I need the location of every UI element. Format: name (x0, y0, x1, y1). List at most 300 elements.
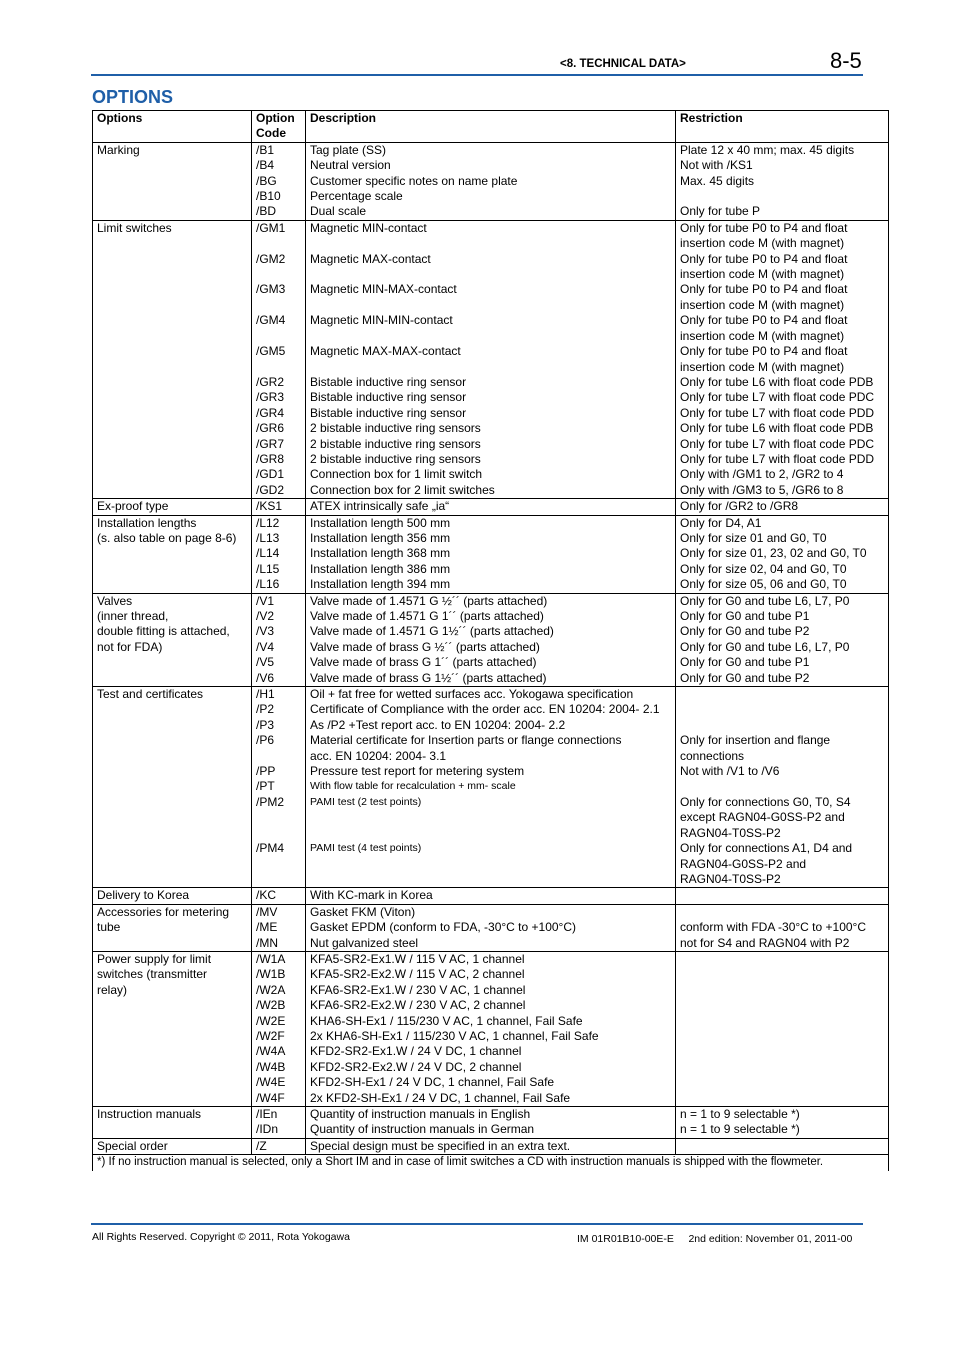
cell-description: Valve made of 1.4571 G ½´´ (parts attached) (306, 593, 676, 609)
cell-restriction (676, 189, 889, 204)
table-row (93, 1075, 889, 1090)
cell-code: /GM4 (252, 313, 306, 328)
table-row (93, 375, 889, 390)
cell-description: Connection box for 1 limit switch (306, 467, 676, 482)
cell-code: /V1 (252, 593, 306, 609)
cell-code: /GM2 (252, 252, 306, 267)
cell-option: Installation lengths (93, 515, 252, 531)
cell-restriction: RAGN04-T0SS-P2 (676, 872, 889, 888)
cell-restriction: Only for connections G0, T0, S4 (676, 795, 889, 810)
cell-description: KFA6-SR2-Ex2.W / 230 V AC, 2 channel (306, 998, 676, 1013)
cell-option (93, 406, 252, 421)
cell-restriction (676, 983, 889, 998)
cell-description: KFA5-SR2-Ex1.W / 115 V AC, 1 channel (306, 951, 676, 967)
cell-option (93, 236, 252, 251)
table-row (93, 329, 889, 344)
cell-option (93, 298, 252, 313)
cell-option: Delivery to Korea (93, 888, 252, 904)
cell-option (93, 841, 252, 856)
page-number: 8-5 (830, 48, 862, 73)
cell-description: Installation length 386 mm (306, 562, 676, 577)
cell-description: Installation length 356 mm (306, 531, 676, 546)
header-options: Options (93, 111, 252, 143)
table-row (93, 624, 889, 639)
cell-option (93, 998, 252, 1013)
table-row (93, 764, 889, 779)
cell-code: /P3 (252, 718, 306, 733)
cell-code: /PM2 (252, 795, 306, 810)
table-row (93, 1107, 889, 1123)
cell-option: relay) (93, 983, 252, 998)
table-row (93, 687, 889, 703)
cell-restriction: conform with FDA -30°C to +100°C (676, 920, 889, 935)
cell-description: Valve made of 1.4571 G 1´´ (parts attached) (306, 609, 676, 624)
cell-description: KFA6-SR2-Ex1.W / 230 V AC, 1 channel (306, 983, 676, 998)
cell-restriction (676, 718, 889, 733)
cell-restriction (676, 998, 889, 1013)
table-row (93, 562, 889, 577)
cell-option (93, 437, 252, 452)
cell-option (93, 204, 252, 220)
cell-option (93, 174, 252, 189)
cell-restriction: Only for G0 and tube L6, L7, P0 (676, 593, 889, 609)
cell-restriction: Plate 12 x 40 mm; max. 45 digits (676, 142, 889, 158)
table-row (93, 189, 889, 204)
table-row (93, 1044, 889, 1059)
table-row (93, 142, 889, 158)
table-row (93, 360, 889, 375)
cell-code: /GD2 (252, 483, 306, 499)
cell-description: Gasket EPDM (conform to FDA, -30°C to +100°C) (306, 920, 676, 935)
cell-code: /W1A (252, 951, 306, 967)
cell-description: Dual scale (306, 204, 676, 220)
cell-code: /IDn (252, 1122, 306, 1138)
cell-description: Bistable inductive ring sensor (306, 390, 676, 405)
cell-option (93, 936, 252, 952)
cell-code (252, 298, 306, 313)
table-row (93, 795, 889, 810)
cell-option (93, 252, 252, 267)
table-header-row (93, 111, 889, 143)
cell-option: double fitting is attached, (93, 624, 252, 639)
cell-description: KFA5-SR2-Ex2.W / 115 V AC, 2 channel (306, 967, 676, 982)
cell-restriction: Only for tube L6 with float code PDB (676, 421, 889, 436)
cell-option: Instruction manuals (93, 1107, 252, 1123)
cell-restriction (676, 1029, 889, 1044)
cell-option (93, 329, 252, 344)
table-body (93, 142, 889, 1154)
cell-description: Percentage scale (306, 189, 676, 204)
cell-restriction (676, 687, 889, 703)
cell-option (93, 282, 252, 297)
cell-option (93, 702, 252, 717)
cell-restriction: Only for G0 and tube P1 (676, 609, 889, 624)
footnote-row (93, 1155, 889, 1171)
cell-description: As /P2 +Test report acc. to EN 10204: 2004- 2.2 (306, 718, 676, 733)
cell-description: Magnetic MIN-MAX-contact (306, 282, 676, 297)
cell-option (93, 546, 252, 561)
table-row (93, 252, 889, 267)
table-row (93, 872, 889, 888)
table-row (93, 749, 889, 764)
cell-code: /GM5 (252, 344, 306, 359)
cell-code: /GM3 (252, 282, 306, 297)
cell-description: Nut galvanized steel (306, 936, 676, 952)
table-row (93, 733, 889, 748)
table-row (93, 236, 889, 251)
cell-restriction: Only for size 01, 23, 02 and G0, T0 (676, 546, 889, 561)
table-row (93, 390, 889, 405)
cell-description: Gasket FKM (Viton) (306, 904, 676, 920)
cell-option (93, 1060, 252, 1075)
cell-code: /H1 (252, 687, 306, 703)
cell-description: Valve made of brass G 1´´ (parts attached) (306, 655, 676, 670)
table-row (93, 888, 889, 904)
cell-code: /BG (252, 174, 306, 189)
cell-code: /MV (252, 904, 306, 920)
cell-option (93, 452, 252, 467)
cell-description (306, 826, 676, 841)
cell-restriction: Only for tube P0 to P4 and float (676, 282, 889, 297)
cell-restriction: connections (676, 749, 889, 764)
table-row (93, 640, 889, 655)
cell-restriction: Only for tube L7 with float code PDD (676, 452, 889, 467)
cell-description: 2x KFD2-SH-Ex1 / 24 V DC, 1 channel, Fail Safe (306, 1091, 676, 1107)
table-row (93, 779, 889, 794)
table-row (93, 204, 889, 220)
cell-option: Valves (93, 593, 252, 609)
cell-restriction: Not with /V1 to /V6 (676, 764, 889, 779)
cell-description: Quantity of instruction manuals in English (306, 1107, 676, 1123)
cell-code: /P6 (252, 733, 306, 748)
cell-restriction: Only for tube P0 to P4 and float (676, 313, 889, 328)
cell-code: /GD1 (252, 467, 306, 482)
cell-restriction: insertion code M (with magnet) (676, 298, 889, 313)
header-restriction: Restriction (676, 111, 889, 143)
cell-code: /GR7 (252, 437, 306, 452)
cell-code (252, 360, 306, 375)
cell-code: /W4A (252, 1044, 306, 1059)
cell-code (252, 872, 306, 888)
cell-option: tube (93, 920, 252, 935)
footnote: *) If no instruction manual is selected, only a Short IM and in case of limit switches a CD with instruction manuals is shipped with the flowmeter. (93, 1155, 889, 1171)
table-row (93, 421, 889, 436)
cell-code: /B1 (252, 142, 306, 158)
cell-option (93, 671, 252, 687)
cell-option: Accessories for metering (93, 904, 252, 920)
cell-option (93, 795, 252, 810)
cell-description: Valve made of 1.4571 G 1½´´ (parts attached) (306, 624, 676, 639)
cell-code: /P2 (252, 702, 306, 717)
header-option-code: Option Code (252, 111, 306, 143)
cell-code (252, 749, 306, 764)
cell-restriction: RAGN04-G0SS-P2 and (676, 857, 889, 872)
table-row (93, 951, 889, 967)
cell-description: 2 bistable inductive ring sensors (306, 421, 676, 436)
cell-code: /L12 (252, 515, 306, 531)
cell-restriction: not for S4 and RAGN04 with P2 (676, 936, 889, 952)
cell-code: /MN (252, 936, 306, 952)
cell-description: Quantity of instruction manuals in German (306, 1122, 676, 1138)
table-row (93, 282, 889, 297)
cell-description: 2 bistable inductive ring sensors (306, 437, 676, 452)
table-row (93, 593, 889, 609)
cell-code: /L13 (252, 531, 306, 546)
cell-code: /B4 (252, 158, 306, 173)
cell-description: Bistable inductive ring sensor (306, 375, 676, 390)
cell-description: KFD2-SR2-Ex2.W / 24 V DC, 2 channel (306, 1060, 676, 1075)
cell-description (306, 298, 676, 313)
cell-option (93, 749, 252, 764)
document-id: IM 01R01B10-00E-E 2nd edition: November 01, 2011-00 (577, 1233, 853, 1245)
cell-code (252, 267, 306, 282)
cell-code: /W4F (252, 1091, 306, 1107)
cell-code: /W2A (252, 983, 306, 998)
cell-option (93, 857, 252, 872)
cell-code: /W4E (252, 1075, 306, 1090)
cell-description (306, 360, 676, 375)
table-row (93, 967, 889, 982)
cell-code (252, 826, 306, 841)
cell-code: /W2E (252, 1014, 306, 1029)
cell-code: /V4 (252, 640, 306, 655)
cell-restriction (676, 1075, 889, 1090)
cell-restriction: Only for G0 and tube P2 (676, 624, 889, 639)
cell-restriction: Only for tube P0 to P4 and float (676, 252, 889, 267)
cell-code: /GR6 (252, 421, 306, 436)
cell-description: KFD2-SR2-Ex1.W / 24 V DC, 1 channel (306, 1044, 676, 1059)
cell-code: /PM4 (252, 841, 306, 856)
cell-restriction: RAGN04-T0SS-P2 (676, 826, 889, 841)
table-row (93, 671, 889, 687)
cell-restriction: Only for tube L6 with float code PDB (676, 375, 889, 390)
cell-restriction (676, 951, 889, 967)
cell-restriction: Only with /GM1 to 2, /GR2 to 4 (676, 467, 889, 482)
cell-description: Valve made of brass G 1½´´ (parts attached) (306, 671, 676, 687)
cell-option (93, 267, 252, 282)
cell-code: /ME (252, 920, 306, 935)
table-row (93, 655, 889, 670)
cell-code: /KC (252, 888, 306, 904)
table-row (93, 437, 889, 452)
cell-code (252, 329, 306, 344)
cell-option (93, 733, 252, 748)
cell-restriction: Only for G0 and tube L6, L7, P0 (676, 640, 889, 655)
cell-option (93, 562, 252, 577)
cell-option (93, 390, 252, 405)
cell-restriction: Only for tube P (676, 204, 889, 220)
cell-code: /W2F (252, 1029, 306, 1044)
cell-restriction: insertion code M (with magnet) (676, 267, 889, 282)
cell-code: /V2 (252, 609, 306, 624)
options-table (92, 110, 889, 1171)
cell-description: KHA6-SH-Ex1 / 115/230 V AC, 1 channel, Fail Safe (306, 1014, 676, 1029)
table-row (93, 499, 889, 515)
cell-description: Valve made of brass G ½´´ (parts attached) (306, 640, 676, 655)
cell-description: 2 bistable inductive ring sensors (306, 452, 676, 467)
table-row (93, 1029, 889, 1044)
cell-code: /GM1 (252, 220, 306, 236)
cell-restriction: Only for size 01 and G0, T0 (676, 531, 889, 546)
cell-option (93, 467, 252, 482)
copyright: All Rights Reserved. Copyright © 2011, Rota Yokogawa (92, 1231, 350, 1243)
cell-description: Magnetic MAX-MAX-contact (306, 344, 676, 359)
cell-code: /GR3 (252, 390, 306, 405)
cell-restriction: Only for G0 and tube P1 (676, 655, 889, 670)
cell-option: switches (transmitter (93, 967, 252, 982)
cell-description: Neutral version (306, 158, 676, 173)
cell-restriction: except RAGN04-G0SS-P2 and (676, 810, 889, 825)
cell-description: Magnetic MIN-contact (306, 220, 676, 236)
cell-option: (inner thread, (93, 609, 252, 624)
cell-option (93, 1029, 252, 1044)
table-row (93, 344, 889, 359)
table-row (93, 810, 889, 825)
cell-option (93, 655, 252, 670)
cell-code: /IEn (252, 1107, 306, 1123)
cell-code: /W2B (252, 998, 306, 1013)
cell-option (93, 718, 252, 733)
cell-restriction (676, 1060, 889, 1075)
table-row (93, 467, 889, 482)
table-row (93, 702, 889, 717)
cell-restriction: Only for tube L7 with float code PDC (676, 390, 889, 405)
cell-description: Bistable inductive ring sensor (306, 406, 676, 421)
cell-option (93, 764, 252, 779)
cell-description: Tag plate (SS) (306, 142, 676, 158)
table-row (93, 1138, 889, 1154)
header-description: Description (306, 111, 676, 143)
cell-restriction: Only for G0 and tube P2 (676, 671, 889, 687)
table-row (93, 174, 889, 189)
cell-option (93, 779, 252, 794)
table-row (93, 220, 889, 236)
cell-option: not for FDA) (93, 640, 252, 655)
table-row (93, 998, 889, 1013)
cell-option: Limit switches (93, 220, 252, 236)
table-row (93, 718, 889, 733)
table-row (93, 983, 889, 998)
cell-restriction: Only for /GR2 to /GR8 (676, 499, 889, 515)
cell-description: Magnetic MAX-contact (306, 252, 676, 267)
cell-restriction: insertion code M (with magnet) (676, 236, 889, 251)
cell-restriction: Only for connections A1, D4 and (676, 841, 889, 856)
cell-restriction: Only for tube P0 to P4 and float (676, 344, 889, 359)
cell-restriction: Only for tube L7 with float code PDC (676, 437, 889, 452)
cell-option (93, 826, 252, 841)
cell-option (93, 189, 252, 204)
cell-option (93, 483, 252, 499)
cell-option (93, 810, 252, 825)
table-row (93, 1122, 889, 1138)
cell-description: Material certificate for Insertion parts or flange connections (306, 733, 676, 748)
table-row (93, 841, 889, 856)
cell-description: PAMI test (4 test points) (306, 841, 676, 856)
cell-restriction (676, 779, 889, 794)
cell-restriction: Only for insertion and flange (676, 733, 889, 748)
table-row (93, 483, 889, 499)
table-row (93, 452, 889, 467)
cell-description: Special design must be specified in an extra text. (306, 1138, 676, 1154)
table-row (93, 1060, 889, 1075)
cell-description: Pressure test report for metering system (306, 764, 676, 779)
table-row (93, 515, 889, 531)
table-row (93, 609, 889, 624)
cell-option (93, 1091, 252, 1107)
cell-description: Customer specific notes on name plate (306, 174, 676, 189)
table-row (93, 546, 889, 561)
cell-option (93, 158, 252, 173)
table-row (93, 406, 889, 421)
cell-description: PAMI test (2 test points) (306, 795, 676, 810)
cell-code: /GR2 (252, 375, 306, 390)
table-row (93, 298, 889, 313)
cell-option (93, 577, 252, 593)
cell-code: /V5 (252, 655, 306, 670)
section-header: <8. TECHNICAL DATA> (560, 58, 686, 70)
cell-restriction: n = 1 to 9 selectable *) (676, 1107, 889, 1123)
cell-option: (s. also table on page 8-6) (93, 531, 252, 546)
cell-restriction (676, 904, 889, 920)
cell-code: /W4B (252, 1060, 306, 1075)
table-row (93, 826, 889, 841)
cell-restriction (676, 888, 889, 904)
cell-restriction (676, 1138, 889, 1154)
cell-description (306, 857, 676, 872)
header-rule (91, 74, 863, 76)
cell-description (306, 267, 676, 282)
cell-restriction: Only for D4, A1 (676, 515, 889, 531)
cell-restriction: Only with /GM3 to 5, /GR6 to 8 (676, 483, 889, 499)
cell-restriction (676, 702, 889, 717)
cell-code: /L16 (252, 577, 306, 593)
cell-restriction: Max. 45 digits (676, 174, 889, 189)
cell-description: Oil + fat free for wetted surfaces acc. Yokogawa specification (306, 687, 676, 703)
cell-description: 2x KHA6-SH-Ex1 / 115/230 V AC, 1 channel, Fail Safe (306, 1029, 676, 1044)
cell-code: /Z (252, 1138, 306, 1154)
cell-code: /B10 (252, 189, 306, 204)
cell-option: Test and certificates (93, 687, 252, 703)
cell-restriction (676, 1044, 889, 1059)
table-row (93, 577, 889, 593)
cell-option (93, 1014, 252, 1029)
page-title: OPTIONS (92, 87, 174, 107)
cell-option (93, 1044, 252, 1059)
cell-description (306, 810, 676, 825)
cell-description: With flow table for recalculation + mm- scale (306, 779, 676, 794)
cell-option: Ex-proof type (93, 499, 252, 515)
cell-restriction: Only for tube L7 with float code PDD (676, 406, 889, 421)
cell-option: Marking (93, 142, 252, 158)
cell-restriction: Only for size 05, 06 and G0, T0 (676, 577, 889, 593)
cell-option (93, 375, 252, 390)
cell-restriction (676, 967, 889, 982)
cell-description: KFD2-SH-Ex1 / 24 V DC, 1 channel, Fail Safe (306, 1075, 676, 1090)
cell-description (306, 329, 676, 344)
cell-code (252, 236, 306, 251)
cell-code: /PP (252, 764, 306, 779)
cell-description: ATEX intrinsically safe „ia“ (306, 499, 676, 515)
cell-option (93, 1122, 252, 1138)
cell-code: /KS1 (252, 499, 306, 515)
table-row (93, 920, 889, 935)
table-row (93, 531, 889, 546)
cell-code: /BD (252, 204, 306, 220)
cell-description (306, 236, 676, 251)
cell-restriction: Only for size 02, 04 and G0, T0 (676, 562, 889, 577)
cell-description: Installation length 368 mm (306, 546, 676, 561)
cell-restriction (676, 1014, 889, 1029)
